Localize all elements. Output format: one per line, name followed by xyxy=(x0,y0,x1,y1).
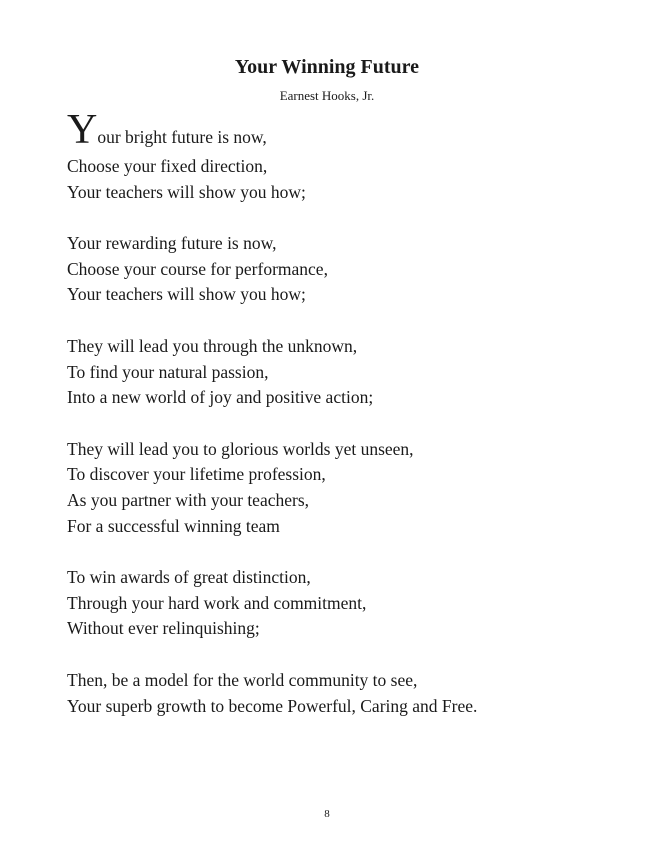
poem-line: Choose your course for performance, xyxy=(67,258,328,279)
poem-line: Into a new world of joy and positive action; xyxy=(67,387,374,408)
stanza-5 xyxy=(67,565,627,642)
poem-author: Earnest Hooks, Jr. xyxy=(279,88,375,103)
poem-line: Your teachers will show you how; xyxy=(67,284,306,305)
poem-line: Your rewarding future is now, xyxy=(67,233,277,254)
poem-line: As you partner with your teachers, xyxy=(67,489,310,510)
poem-line: Then, be a model for the world community to see, xyxy=(67,669,418,690)
poem-line: Choose your fixed direction, xyxy=(67,156,268,176)
first-line-text: our bright future is now, xyxy=(97,127,267,147)
stanza-6 xyxy=(67,668,627,719)
poem-line: Without ever relinquishing; xyxy=(67,618,260,639)
stanza-2 xyxy=(67,231,627,308)
poem-line-first xyxy=(67,107,627,154)
poem-title: Your Winning Future xyxy=(234,56,420,78)
poem-line: They will lead you to glorious worlds yet unseen, xyxy=(67,438,414,459)
poem-line: To find your natural passion, xyxy=(67,361,269,382)
stanza-4 xyxy=(67,437,627,539)
poem-line: To discover your lifetime profession, xyxy=(67,464,326,485)
stanza-1 xyxy=(67,107,627,205)
poem-line: To win awards of great distinction, xyxy=(67,567,311,588)
drop-cap: Y xyxy=(67,107,98,153)
poem-line: They will lead you through the unknown, xyxy=(67,335,358,356)
poem-line: For a successful winning team xyxy=(67,515,280,536)
poem-body xyxy=(67,107,627,745)
page-number: 8 xyxy=(324,808,330,820)
poem-line: Your superb growth to become Powerful, Caring and Free. xyxy=(67,695,478,716)
poem-line: Your teachers will show you how; xyxy=(67,181,306,202)
poem-line: Through your hard work and commitment, xyxy=(67,592,367,613)
stanza-3 xyxy=(67,334,627,411)
